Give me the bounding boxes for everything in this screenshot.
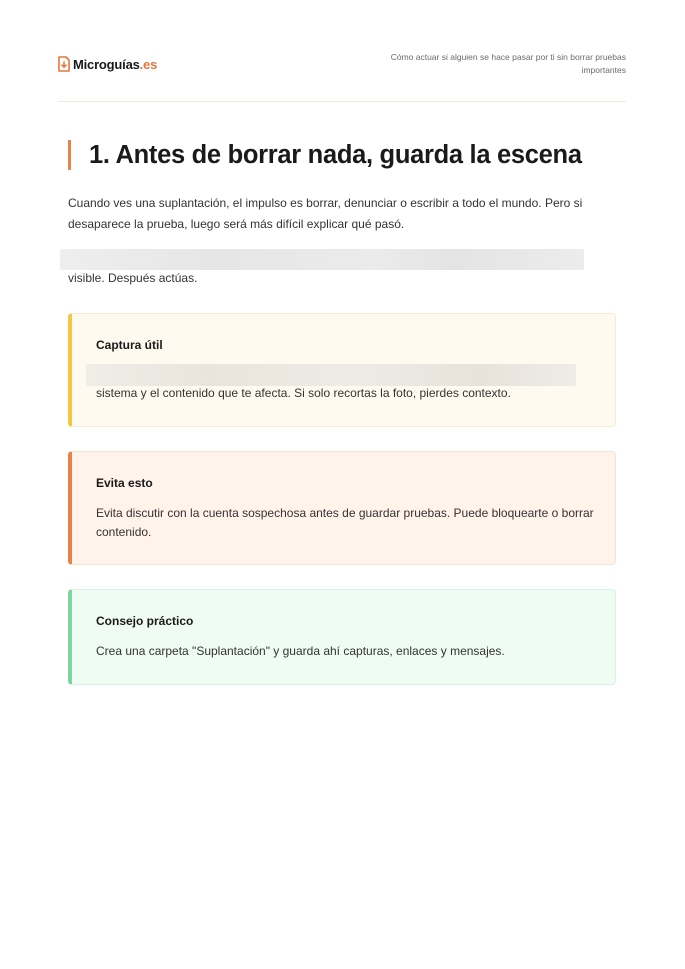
callout-evita-esto — [68, 451, 616, 565]
document-title — [346, 51, 626, 77]
page-header — [58, 48, 626, 102]
callout-title: Evita esto — [96, 476, 153, 490]
callout-body: Crea una carpeta "Suplantación" y guarda ahí capturas, enlaces y mensajes. — [96, 644, 505, 658]
callout-captura-util — [68, 313, 616, 427]
brand-name: Microguías.es — [73, 56, 158, 72]
callout-consejo-practico — [68, 589, 616, 685]
document-title-line2: importantes — [581, 65, 626, 75]
callout-title: Captura útil — [96, 338, 163, 352]
brand-tld: .es — [139, 56, 158, 72]
document-title-line1: Cómo actuar si alguien se hace pasar por ti sin borrar pruebas — [390, 52, 626, 62]
paragraph-continuation: visible. Después actúas. — [68, 271, 198, 285]
callout-body: sistema y el contenido que te afecta. Si solo recortas la foto, pierdes contexto. — [96, 386, 511, 400]
redacted-text — [60, 249, 584, 270]
callout-title: Consejo práctico — [96, 614, 194, 628]
redacted-text — [86, 364, 576, 386]
intro-paragraph: Cuando ves una suplantación, el impulso es borrar, denunciar o escribir a todo el mundo. Pero si desaparece la prueba, luego será más difícil explicar qué pasó. — [68, 196, 583, 231]
brand-logo[interactable] — [58, 56, 157, 72]
section-heading — [68, 140, 582, 170]
section-title: 1. Antes de borrar nada, guarda la escena — [89, 141, 582, 169]
callout-body: Evita discutir con la cuenta sospechosa antes de guardar pruebas. Puede bloquearte o borrar contenido. — [96, 506, 594, 539]
document-download-icon — [58, 56, 70, 72]
